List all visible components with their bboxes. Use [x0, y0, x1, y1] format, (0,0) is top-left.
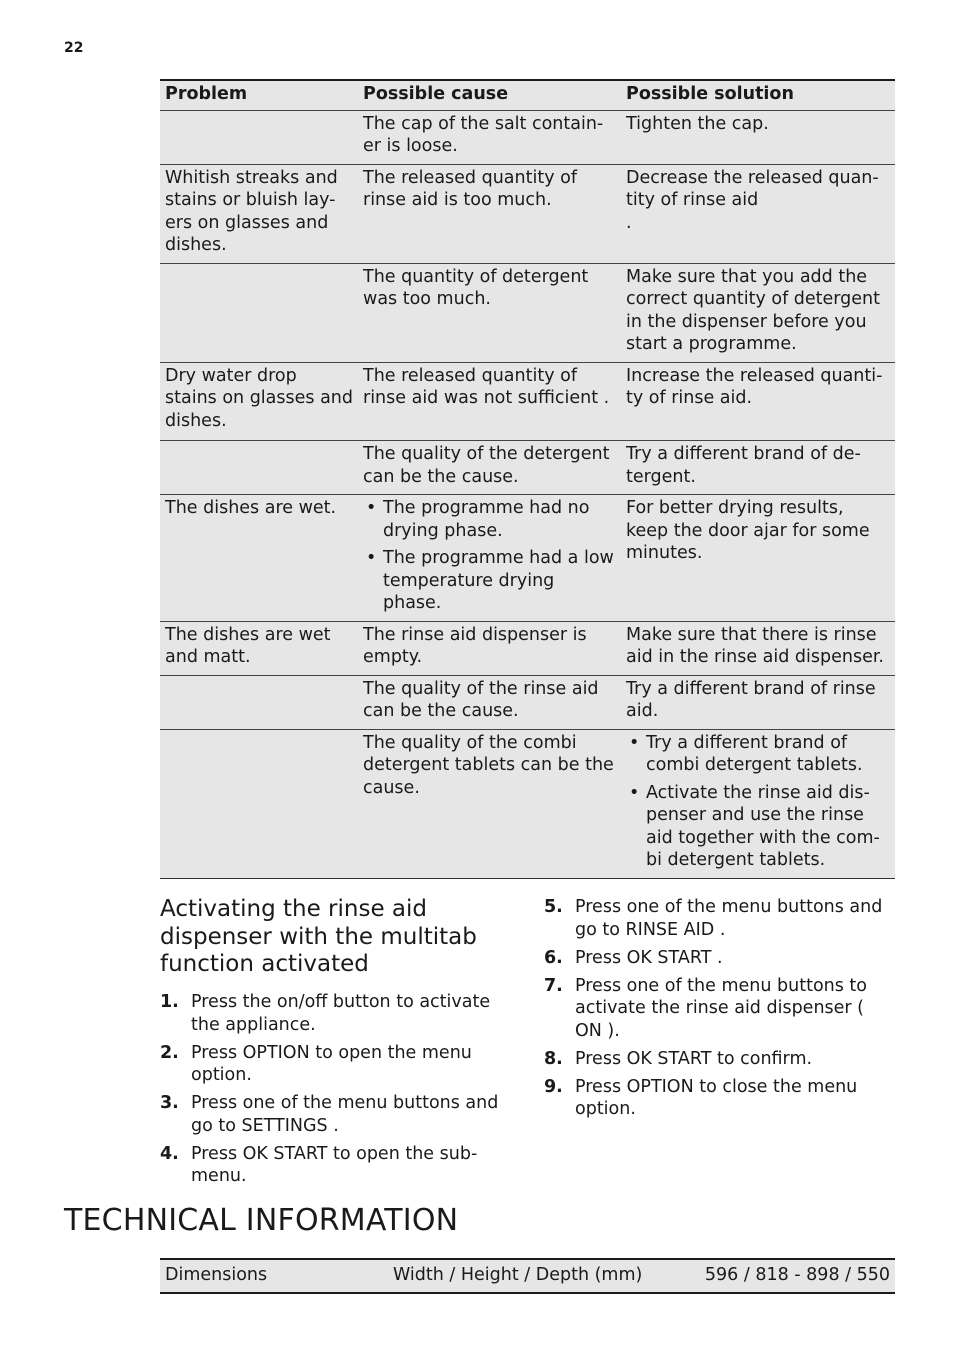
troubleshooting-table — [160, 79, 895, 879]
step-item — [160, 1143, 510, 1188]
problem-cell: The dishes are wet. — [160, 495, 358, 622]
step-text: Press OPTION to open the menu option. — [191, 1042, 472, 1085]
step-text: Press one of the menu buttons to activate the rinse aid dispenser ( ON ). — [575, 975, 867, 1041]
header-solution: Possible solution — [621, 80, 895, 110]
problem-cell — [160, 675, 358, 729]
solution-cell: For better drying results, keep the door ajar for some minutes. — [621, 495, 895, 622]
solution-cell: Increase the released quanti-ty of rinse aid. — [621, 362, 895, 441]
step-number: 8. — [544, 1048, 563, 1069]
cause-cell — [358, 495, 621, 622]
problem-cell — [160, 110, 358, 164]
cause-cell: The quality of the detergent can be the cause. — [358, 441, 621, 495]
page-number: 22 — [64, 40, 84, 56]
step-item — [160, 1092, 510, 1137]
step-text: Press OK START to open the sub-menu. — [191, 1143, 478, 1186]
step-item — [544, 947, 894, 970]
step-text: Press one of the menu buttons and go to SETTINGS . — [191, 1093, 499, 1136]
solution-text: Decrease the released quan-tity of rinse aid — [626, 167, 879, 210]
steps-list-left — [160, 991, 510, 1193]
cause-cell: The quality of the combi detergent tablets can be the cause. — [358, 729, 621, 878]
solution-cell: Make sure that you add the correct quantity of detergent in the dispenser before you start a programme. — [621, 263, 895, 362]
table-row — [160, 621, 895, 675]
cause-cell: The released quantity of rinse aid is too much. — [358, 164, 621, 263]
step-number: 7. — [544, 975, 563, 996]
solution-extra: . — [626, 212, 632, 233]
tech-value-cell: 596 / 818 - 898 / 550 — [704, 1265, 890, 1285]
technical-information-heading: TECHNICAL INFORMATION — [64, 1203, 459, 1238]
problem-cell — [160, 263, 358, 362]
step-item — [544, 1076, 894, 1121]
cause-bullet-list — [363, 497, 616, 615]
step-text: Press one of the menu buttons and go to RINSE AID . — [575, 897, 883, 940]
table-row — [160, 441, 895, 495]
rinse-aid-section-heading: Activating the rinse aid dispenser with the multitab function activated — [160, 896, 477, 977]
cause-cell: The rinse aid dispenser is empty. — [358, 621, 621, 675]
table-row — [160, 263, 895, 362]
step-number: 3. — [160, 1093, 179, 1113]
header-problem: Problem — [160, 80, 358, 110]
step-number: 2. — [160, 1042, 179, 1063]
problem-cell: Dry water drop stains on glasses and dishes. — [160, 362, 358, 441]
step-item — [160, 991, 510, 1036]
step-number: 1. — [160, 992, 179, 1012]
problem-cell — [160, 441, 358, 495]
cause-cell: The quantity of detergent was too much. — [358, 263, 621, 362]
problem-cell — [160, 729, 358, 878]
step-number: 9. — [544, 1076, 563, 1097]
step-text: Press the on/off button to activate the appliance. — [191, 992, 491, 1035]
step-item — [160, 1042, 510, 1087]
table-row — [160, 164, 895, 263]
step-item — [544, 975, 894, 1043]
solution-cell: Tighten the cap. — [621, 110, 895, 164]
technical-table — [160, 1258, 895, 1294]
table-row — [160, 729, 895, 878]
step-item — [544, 896, 894, 941]
step-text: Press OPTION to close the menu option. — [575, 1076, 858, 1119]
table-header-row — [160, 80, 895, 110]
step-number: 5. — [544, 897, 563, 917]
step-text: Press OK START to confirm. — [575, 1048, 813, 1069]
steps-list-right — [544, 896, 894, 1126]
table-row — [160, 675, 895, 729]
table-row — [160, 362, 895, 441]
solution-cell: Make sure that there is rinse aid in the rinse aid dispenser. — [621, 621, 895, 675]
cause-cell: The released quantity of rinse aid was not sufficient . — [358, 362, 621, 441]
tech-spec-cell: Width / Height / Depth (mm) — [393, 1265, 643, 1285]
cause-cell: The quality of the rinse aid can be the cause. — [358, 675, 621, 729]
tech-label-cell: Dimensions — [165, 1265, 268, 1285]
table-row — [160, 110, 895, 164]
solution-cell — [621, 729, 895, 878]
solution-cell: Try a different brand of rinse aid. — [621, 675, 895, 729]
cause-bullet: • The programme had a low temperature drying phase. — [363, 547, 616, 615]
problem-cell: Whitish streaks and stains or bluish lay-ers on glasses and dishes. — [160, 164, 358, 263]
header-cause: Possible cause — [358, 80, 621, 110]
solution-bullet-list — [626, 732, 890, 872]
step-number: 4. — [160, 1143, 179, 1164]
table-row — [160, 1259, 895, 1293]
step-number: 6. — [544, 947, 563, 968]
cause-bullet: • The programme had no drying phase. — [363, 497, 616, 542]
step-text: Press OK START . — [575, 947, 723, 968]
solution-cell — [621, 164, 895, 263]
cause-cell: The cap of the salt contain-er is loose. — [358, 110, 621, 164]
solution-cell: Try a different brand of de-tergent. — [621, 441, 895, 495]
table-row — [160, 495, 895, 622]
solution-bullet: • Try a different brand of combi detergent tablets. — [626, 732, 890, 777]
solution-bullet: • Activate the rinse aid dis-penser and use the rinse aid together with the com-bi detergent tablets. — [626, 782, 890, 872]
problem-cell: The dishes are wet and matt. — [160, 621, 358, 675]
step-item — [544, 1048, 894, 1071]
